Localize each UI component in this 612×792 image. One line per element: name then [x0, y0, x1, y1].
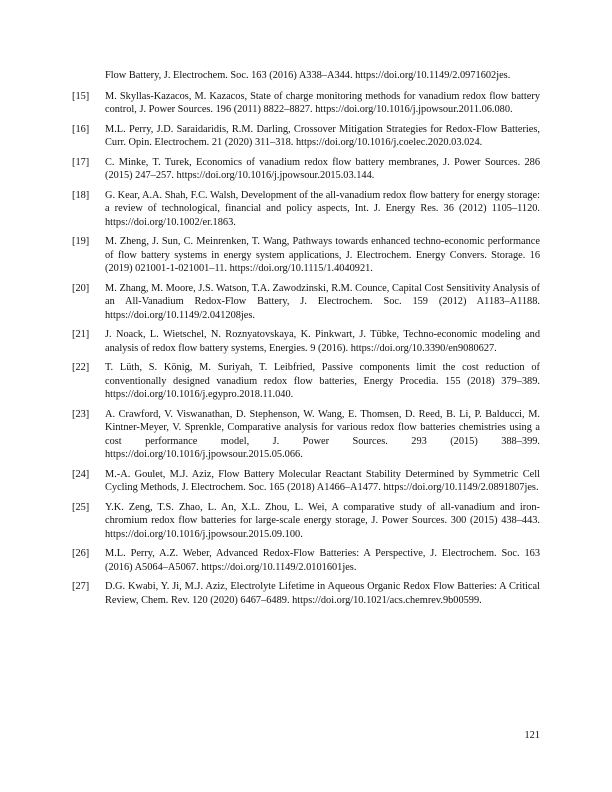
reference-number: [26]: [72, 548, 90, 559]
reference-number: [24]: [72, 468, 90, 480]
reference-number: [20]: [72, 282, 90, 294]
reference-item: [72, 69, 540, 83]
reference-text: Y.K. Zeng, T.S. Zhao, L. An, X.L. Zhou, L. Wei, A comparative study of all-vanadium and iron-chromium redox flow batteries for large-scale energy storage, J. Power Sources. 300 (2015) 438–443. https://doi.org/10.1016/j.jpowsour.2015.09.100.: [105, 501, 540, 540]
reference-number: [18]: [72, 189, 90, 201]
reference-item: [72, 235, 540, 276]
reference-item: [72, 156, 540, 183]
reference-item: [72, 189, 540, 230]
reference-number: [27]: [72, 581, 90, 592]
reference-number: [23]: [72, 408, 90, 420]
reference-item: [72, 547, 540, 574]
reference-number: [25]: [72, 501, 90, 513]
reference-item: [72, 90, 540, 117]
reference-text: G. Kear, A.A. Shah, F.C. Walsh, Development of the all-vanadium redox flow battery for energy storage: a review of technological, financial and policy aspects, Int. J. Energy Res. 36 (2012) 1105–1120. https://doi.org/10.1002/er.1863.: [105, 189, 540, 228]
reference-item: [72, 328, 540, 355]
reference-text: J. Noack, L. Wietschel, N. Roznyatovskaya, K. Pinkwart, J. Tübke, Techno-economic modeling and analysis of redox flow battery systems, Energies. 9 (2016). https://doi.org/10.3390/en9080627.: [105, 329, 540, 354]
reference-number: [72, 69, 105, 83]
reference-text: M.L. Perry, A.Z. Weber, Advanced Redox-Flow Batteries: A Perspective, J. Electrochem. Soc. 163 (2016) A5064–A5067. https://doi.org/10.1149/2.0101601jes.: [105, 548, 540, 573]
reference-item: [72, 501, 540, 542]
reference-item: [72, 361, 540, 402]
reference-text: A. Crawford, V. Viswanathan, D. Stephenson, W. Wang, E. Thomsen, D. Reed, B. Li, P. Balducci, M. Kintner-Meyer, V. Sprenkle, Comparative analysis for various redox flow batteries chemistries using a cost performance model, J. Power Sources. 293 (2015) 388–399. https://doi.org/10.1016/j.jpowsour.2015.05.066.: [105, 408, 540, 460]
reference-text: M. Zhang, M. Moore, J.S. Watson, T.A. Zawodzinski, R.M. Counce, Capital Cost Sensitivity Analysis of an All-Vanadium Redox-Flow Battery, J. Electrochem. Soc. 159 (2012) A1183–A1188. https://doi.org/10.1149/2.041208jes.: [105, 282, 540, 321]
reference-text: C. Minke, T. Turek, Economics of vanadium redox flow battery membranes, J. Power Sources. 286 (2015) 247–257. https://doi.org/10.1016/j.jpowsour.2015.03.144.: [105, 156, 540, 181]
reference-text: M. Zheng, J. Sun, C. Meinrenken, T. Wang, Pathways towards enhanced techno-economic performance of flow battery systems in energy system applications, J. Electrochem. Energy Convers. Storage. 16 (2019) 021001-1-021001–11. https://doi.org/10.1115/1.4040921.: [105, 236, 540, 274]
reference-list: [72, 69, 540, 613]
reference-text: M. Skyllas-Kazacos, M. Kazacos, State of charge monitoring methods for vanadium redox flow battery control, J. Power Sources. 196 (2011) 8822–8827. https://doi.org/10.1016/j.jpowsour.2011.06.080.: [105, 90, 540, 115]
reference-number: [19]: [72, 236, 90, 247]
page-number: 121: [524, 730, 540, 741]
reference-text: M.-A. Goulet, M.J. Aziz, Flow Battery Molecular Reactant Stability Determined by Symmetric Cell Cycling Methods, J. Electrochem. Soc. 165 (2018) A1466–A1477. https://doi.org/10.1149/2.0891807jes.: [105, 468, 540, 493]
reference-number: [15]: [72, 90, 90, 102]
reference-number: [16]: [72, 123, 90, 135]
reference-text: Flow Battery, J. Electrochem. Soc. 163 (2016) A338–A344. https://doi.org/10.1149/2.0971602jes.: [105, 70, 511, 81]
reference-text: M.L. Perry, J.D. Saraidaridis, R.M. Darling, Crossover Mitigation Strategies for Redox-Flow Batteries, Curr. Opin. Electrochem. 21 (2020) 311–318. https://doi.org/10.1016/j.coelec.2020.03.024.: [105, 123, 540, 148]
reference-number: [21]: [72, 329, 90, 340]
reference-text: D.G. Kwabi, Y. Ji, M.J. Aziz, Electrolyte Lifetime in Aqueous Organic Redox Flow Batteries: A Critical Review, Chem. Rev. 120 (2020) 6467–6489. https://doi.org/10.1021/acs.chemrev.9b00599.: [105, 581, 540, 606]
reference-number: [17]: [72, 156, 90, 168]
reference-item: [72, 408, 540, 462]
reference-number: [22]: [72, 362, 90, 373]
reference-text: T. Lüth, S. König, M. Suriyah, T. Leibfried, Passive components limit the cost reduction of conventionally designed vanadium redox flow batteries, Energy Procedia. 155 (2018) 379–389. https://doi.org/10.1016/j.egypro.2018.11.040.: [105, 362, 540, 400]
reference-item: [72, 123, 540, 150]
reference-item: [72, 282, 540, 323]
reference-item: [72, 580, 540, 607]
reference-item: [72, 468, 540, 495]
